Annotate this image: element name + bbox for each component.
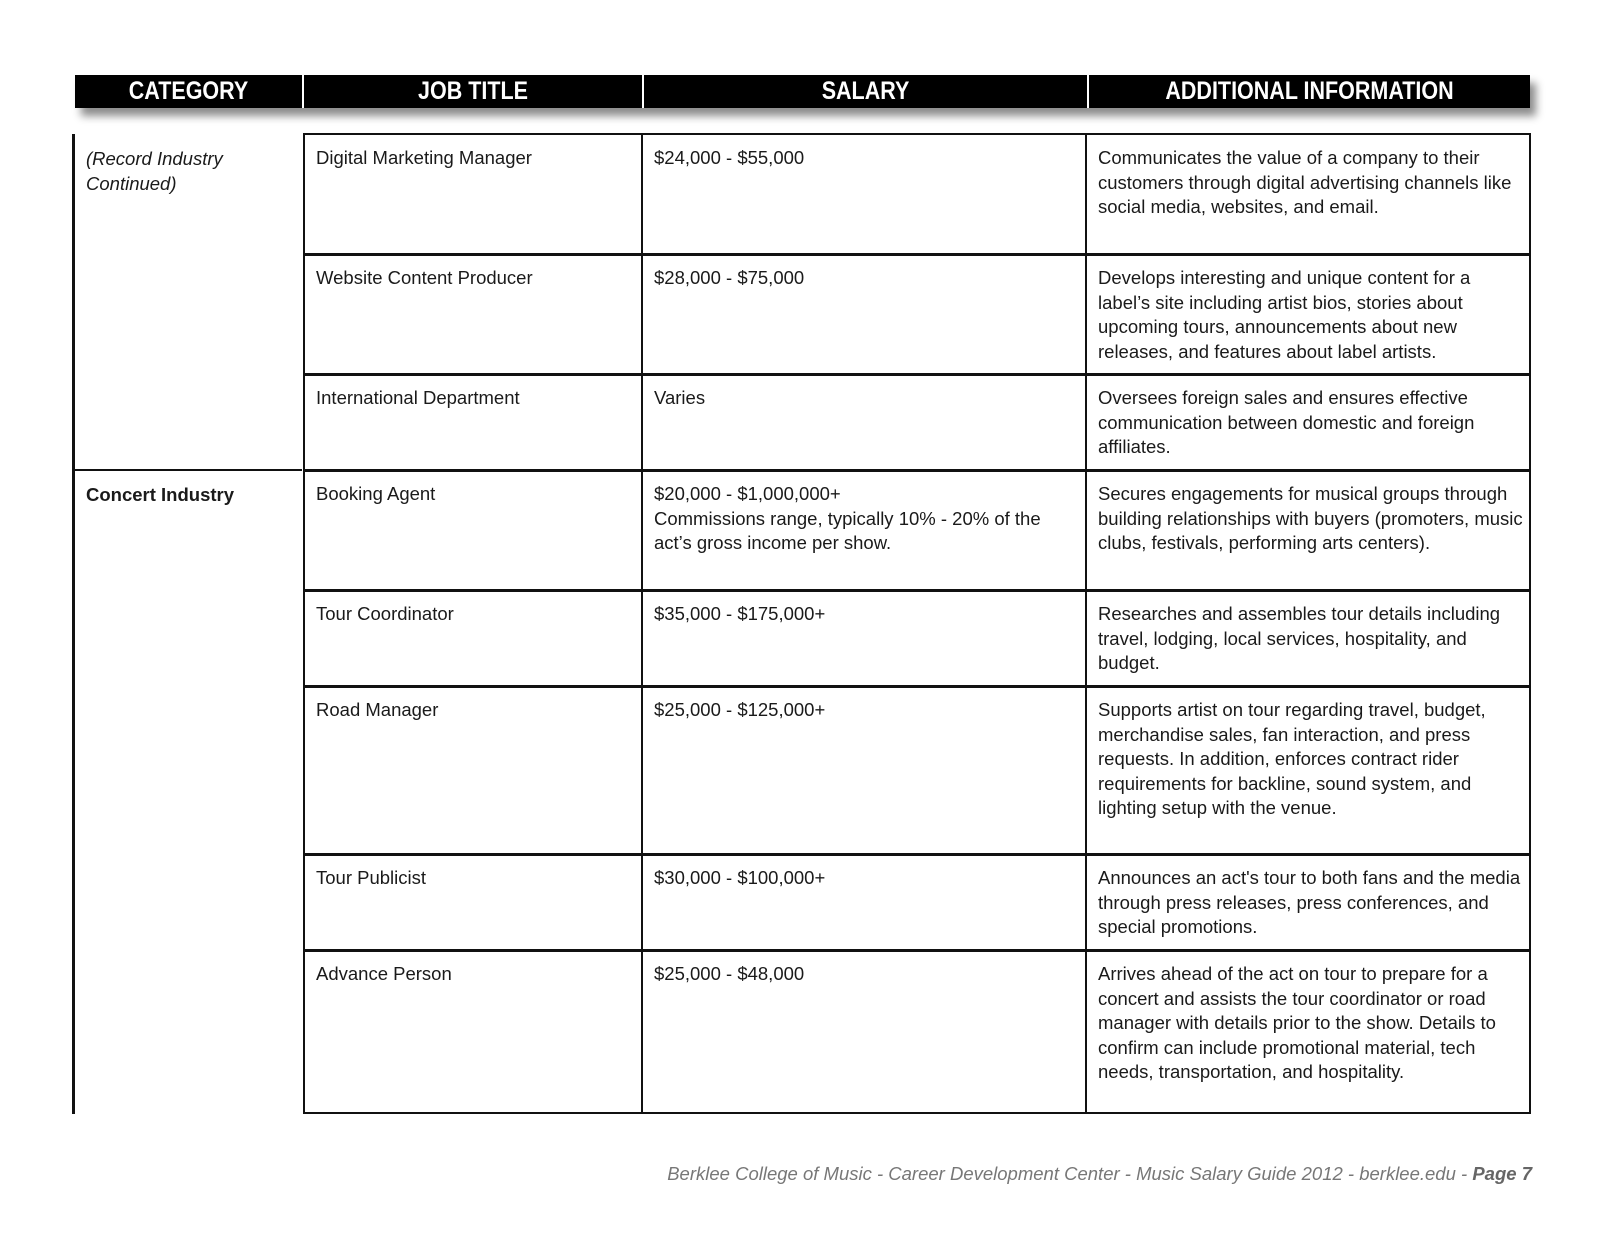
category-concert-industry: Concert Industry bbox=[86, 484, 235, 505]
header-salary: SALARY bbox=[821, 77, 910, 105]
salary-cell: $25,000 - $125,000+ bbox=[654, 699, 826, 720]
job-title-cell: Booking Agent bbox=[316, 483, 436, 504]
salary-range: $20,000 - $1,000,000+ bbox=[654, 483, 841, 504]
row-divider bbox=[303, 853, 1531, 856]
job-title-cell: Website Content Producer bbox=[316, 267, 533, 288]
column-divider bbox=[1085, 133, 1087, 1114]
salary-cell: Varies bbox=[654, 387, 706, 408]
job-title-cell: Advance Person bbox=[316, 963, 452, 984]
row-divider bbox=[303, 589, 1531, 592]
salary-cell: $25,000 - $48,000 bbox=[654, 963, 805, 984]
header-separator bbox=[642, 75, 644, 108]
column-divider bbox=[641, 133, 643, 1114]
salary-cell: $35,000 - $175,000+ bbox=[654, 603, 826, 624]
info-cell: Develops interesting and unique content for a label’s site including artist bios, stories about upcoming tours, announcements about new releases, and features about label artists. bbox=[1098, 267, 1471, 362]
header-separator bbox=[1087, 75, 1089, 108]
job-title-cell: Tour Coordinator bbox=[316, 603, 454, 624]
job-title-cell: Tour Publicist bbox=[316, 867, 427, 888]
row-divider bbox=[303, 949, 1531, 952]
job-title-cell: International Department bbox=[316, 387, 520, 408]
category-record-industry-continued: (Record Industry Continued) bbox=[86, 148, 223, 194]
row-divider bbox=[303, 469, 1531, 472]
info-cell: Researches and assembles tour details including travel, lodging, local services, hospitality, and budget. bbox=[1098, 603, 1501, 673]
salary-cell: $30,000 - $100,000+ bbox=[654, 867, 826, 888]
header-job-title: JOB TITLE bbox=[418, 77, 528, 105]
row-divider bbox=[303, 373, 1531, 376]
header-category: CATEGORY bbox=[128, 77, 249, 105]
job-title-cell: Road Manager bbox=[316, 699, 439, 720]
job-title-cell: Digital Marketing Manager bbox=[316, 147, 532, 168]
category-column-rule bbox=[72, 134, 75, 1114]
salary-cell: $24,000 - $55,000 bbox=[654, 147, 805, 168]
info-cell: Announces an act's tour to both fans and the media through press releases, press conferences, and special promotions. bbox=[1098, 867, 1521, 937]
info-cell: Supports artist on tour regarding travel, budget, merchandise sales, fan interaction, and press requests. In addition, enforces contract rider requirements for backline, sound system, and lighting setup with the venue. bbox=[1098, 699, 1486, 818]
header-separator bbox=[302, 75, 304, 108]
category-divider bbox=[72, 469, 302, 471]
salary-note: Commissions range, typically 10% - 20% of the act’s gross income per show. bbox=[654, 507, 1041, 553]
info-cell: Arrives ahead of the act on tour to prepare for a concert and assists the tour coordinator or road manager with details prior to the show. Details to confirm can include promotional material, tech needs, transportation, and hospitality. bbox=[1098, 963, 1496, 1082]
salary-cell bbox=[654, 482, 1079, 556]
salary-cell: $28,000 - $75,000 bbox=[654, 267, 805, 288]
row-divider bbox=[303, 253, 1531, 256]
page-footer bbox=[667, 1163, 1532, 1185]
row-divider bbox=[303, 685, 1531, 688]
info-cell: Communicates the value of a company to their customers through digital advertising channels like social media, websites, and email. bbox=[1098, 147, 1512, 217]
table-header-bar bbox=[75, 75, 1530, 108]
info-cell: Oversees foreign sales and ensures effective communication between domestic and foreign affiliates. bbox=[1098, 387, 1475, 457]
info-cell: Secures engagements for musical groups through building relationships with buyers (promoters, music clubs, festivals, performing arts centers). bbox=[1098, 483, 1523, 553]
page-number: Page 7 bbox=[1472, 1163, 1532, 1184]
footer-text: Berklee College of Music - Career Development Center - Music Salary Guide 2012 - berklee.edu - bbox=[667, 1163, 1473, 1184]
header-additional-info: ADDITIONAL INFORMATION bbox=[1165, 77, 1454, 105]
